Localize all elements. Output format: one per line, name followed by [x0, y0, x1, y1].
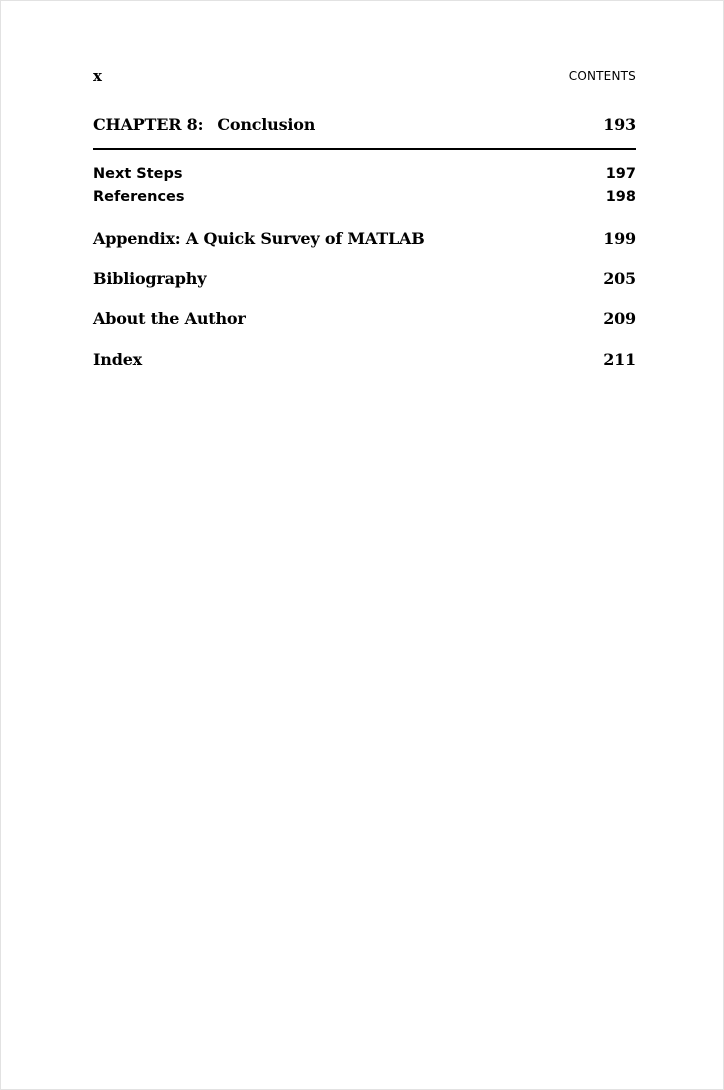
entry-title: About the Author — [93, 309, 246, 328]
toc-back-matter-entry[interactable] — [93, 350, 636, 369]
chapter-page: 193 — [603, 115, 636, 134]
section-page: 198 — [605, 189, 636, 205]
section-title: Next Steps — [93, 166, 183, 182]
section-page: 197 — [605, 166, 636, 182]
toc-back-matter-entry[interactable] — [93, 309, 636, 328]
section-title: References — [93, 189, 185, 205]
toc-back-matter-entry[interactable] — [93, 269, 636, 288]
running-head-section: CONTENTS — [568, 69, 636, 83]
entry-title: Appendix: A Quick Survey of MATLAB — [93, 229, 425, 248]
entry-title: Index — [93, 350, 143, 369]
entry-page: 205 — [603, 269, 636, 288]
running-head — [93, 67, 636, 89]
chapter-label: CHAPTER 8: — [93, 115, 204, 134]
toc-section-entry[interactable] — [93, 189, 636, 205]
entry-title: Bibliography — [93, 269, 207, 288]
chapter-title: Conclusion — [217, 115, 316, 134]
chapter-rule — [93, 148, 636, 150]
chapter-heading — [93, 115, 315, 134]
toc-back-matter-entry[interactable] — [93, 229, 636, 248]
page-number: x — [93, 67, 102, 85]
toc-chapter-entry[interactable] — [93, 115, 636, 134]
toc-section-entry[interactable] — [93, 166, 636, 182]
entry-page: 211 — [603, 350, 636, 369]
entry-page: 199 — [603, 229, 636, 248]
entry-page: 209 — [603, 309, 636, 328]
